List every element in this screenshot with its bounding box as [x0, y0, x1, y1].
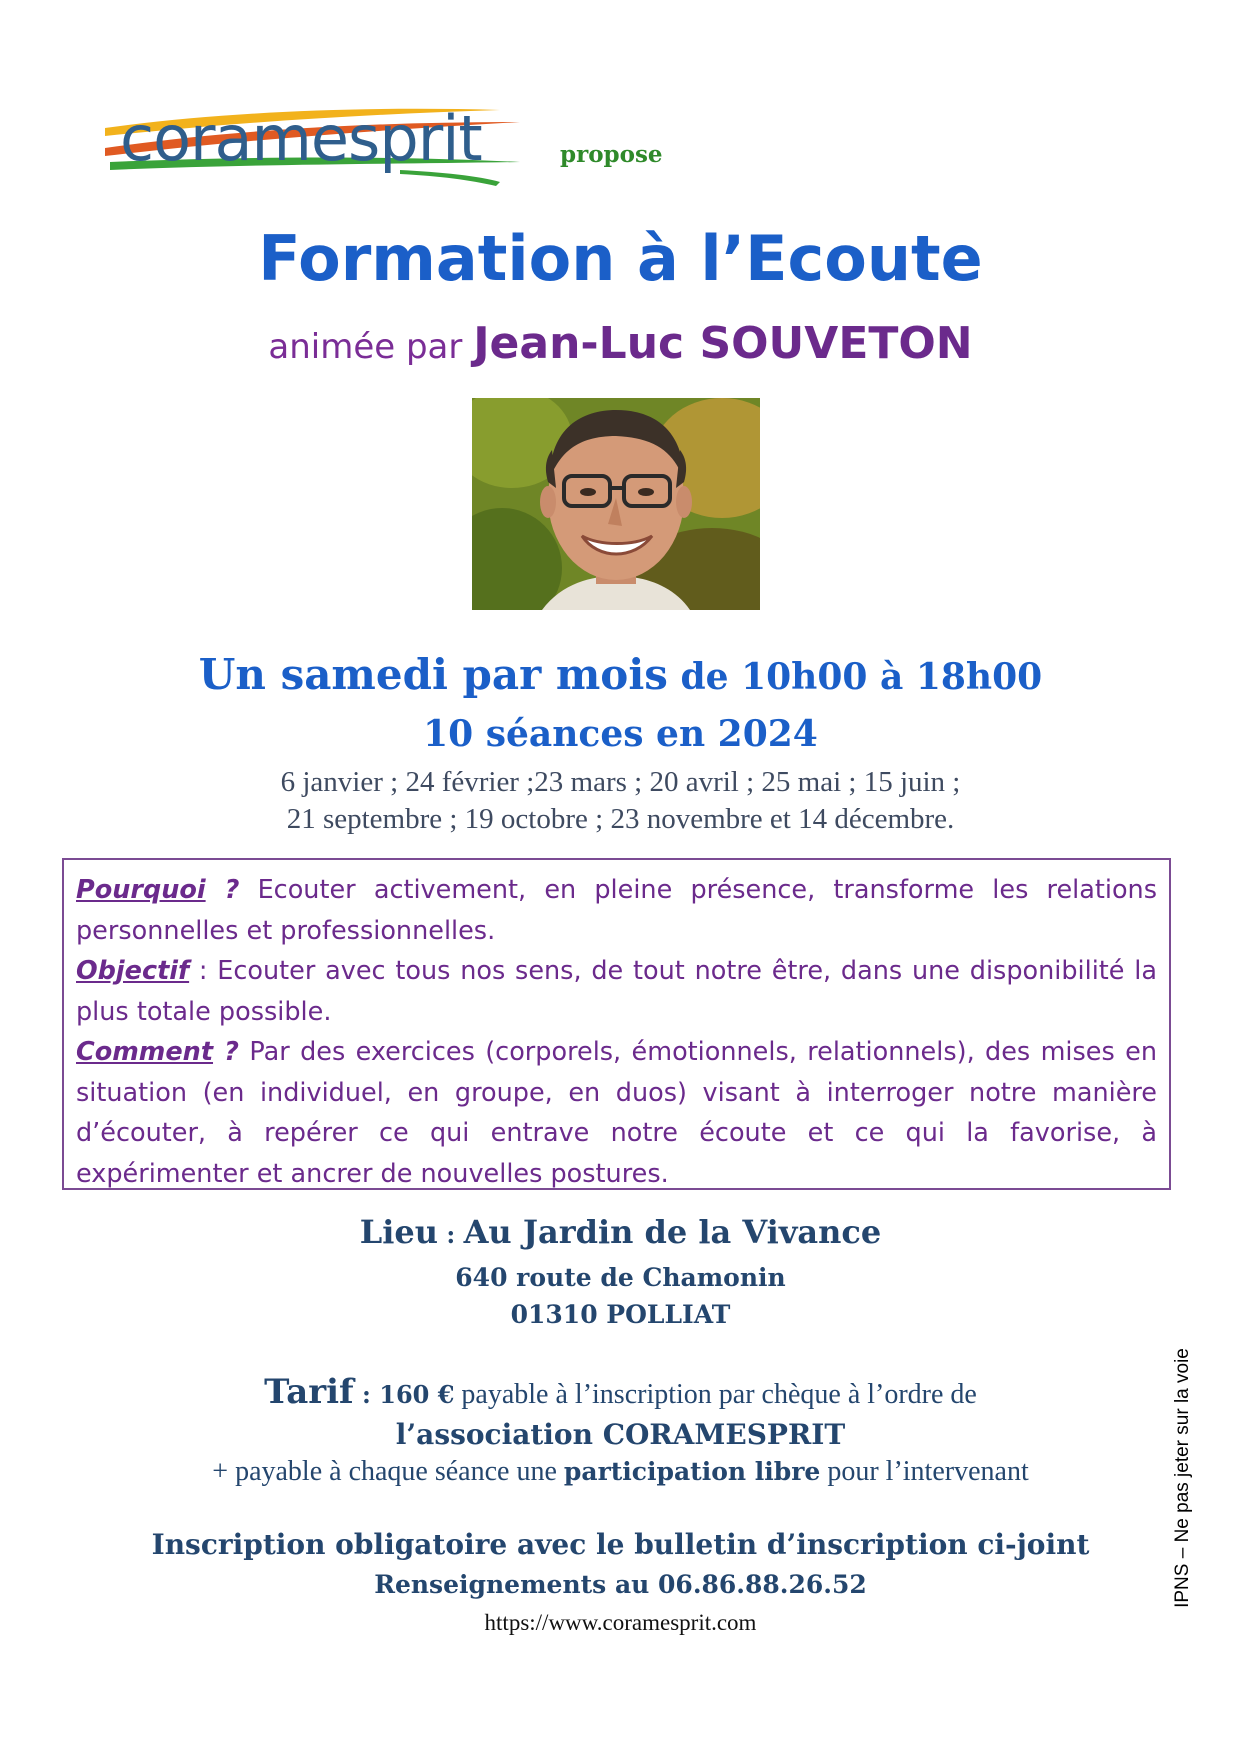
- pourquoi-text: Ecouter activement, en pleine présence, transforme les relations personnelles et professionnelles.: [76, 875, 1158, 946]
- pricing-label: Tarif: [264, 1372, 354, 1412]
- subtitle-prefix: animée par: [268, 327, 463, 367]
- comment-question-mark: ?: [213, 1037, 239, 1067]
- objectif-label: Objectif: [76, 956, 190, 986]
- dates-line-2: 21 septembre ; 19 octobre ; 23 novembre et 14 décembre.: [286, 803, 955, 835]
- coramesprit-logo: [100, 100, 560, 190]
- objectif-paragraph: [76, 951, 1157, 1032]
- location-separator: :: [438, 1220, 464, 1249]
- pricing-line: [0, 1372, 1241, 1412]
- trainer-name: Jean-Luc SOUVETON: [473, 318, 973, 369]
- schedule-line: [0, 650, 1241, 699]
- comment-label: Comment: [76, 1037, 214, 1067]
- sessions-count: 10 séances en 2024: [423, 713, 818, 755]
- comment-text: Par des exercices (corporels, émotionnels, relationnels), des mises en situation (en individuel, en groupe, en duos) visant à interroger notre manière d’écouter, à repérer ce qui entrave notre écoute et ce qui la favorise, à expérimenter et ancrer de nouvelles postures.: [76, 1037, 1157, 1189]
- logo-wordmark: coramesprit: [120, 102, 482, 175]
- pourquoi-paragraph: [76, 870, 1157, 951]
- trainer-photo: [472, 398, 760, 610]
- ipns-notice: IPNS – Ne pas jeter sur la voie: [1172, 1348, 1193, 1608]
- pourquoi-question-mark: ?: [205, 875, 240, 905]
- subtitle: [0, 318, 1241, 369]
- participation-bold: participation libre: [563, 1457, 821, 1486]
- dates-line-1: 6 janvier ; 24 février ;23 mars ; 20 avril ; 25 mai ; 15 juin ;: [280, 766, 961, 798]
- location-name: Au Jardin de la Vivance: [463, 1213, 882, 1251]
- comment-paragraph: [76, 1032, 1157, 1194]
- participation-line: [0, 1456, 1241, 1488]
- pourquoi-label: Pourquoi: [76, 875, 206, 905]
- inscription-notice: Inscription obligatoire avec le bulletin d’inscription ci-joint: [151, 1528, 1090, 1561]
- location-label: Lieu: [359, 1213, 439, 1251]
- schedule-frequency: Un samedi par mois: [198, 650, 668, 699]
- contact-phone: Renseignements au 06.86.88.26.52: [374, 1570, 867, 1599]
- pricing-association: l’association CORAMESPRIT: [395, 1418, 846, 1451]
- participation-suffix: pour l’intervenant: [820, 1456, 1029, 1487]
- propose-label: propose: [560, 141, 663, 168]
- pricing-text: payable à l’inscription par chèque à l’ordre de: [454, 1379, 977, 1410]
- page-title: Formation à l’Ecoute: [258, 222, 983, 295]
- participation-prefix: + payable à chaque séance une: [212, 1456, 564, 1487]
- address-city: 01310 POLLIAT: [510, 1300, 731, 1329]
- info-box: [62, 858, 1171, 1190]
- website-link[interactable]: https://www.coramesprit.com: [484, 1610, 757, 1635]
- address-street: 640 route de Chamonin: [455, 1263, 786, 1292]
- location-line: [0, 1213, 1241, 1251]
- portrait-image: [472, 398, 760, 610]
- pricing-amount: : 160 €: [353, 1380, 455, 1409]
- objectif-text: : Ecouter avec tous nos sens, de tout notre être, dans une disponibilité la plus totale possible.: [76, 956, 1157, 1027]
- schedule-hours: de 10h00 à 18h00: [667, 656, 1043, 698]
